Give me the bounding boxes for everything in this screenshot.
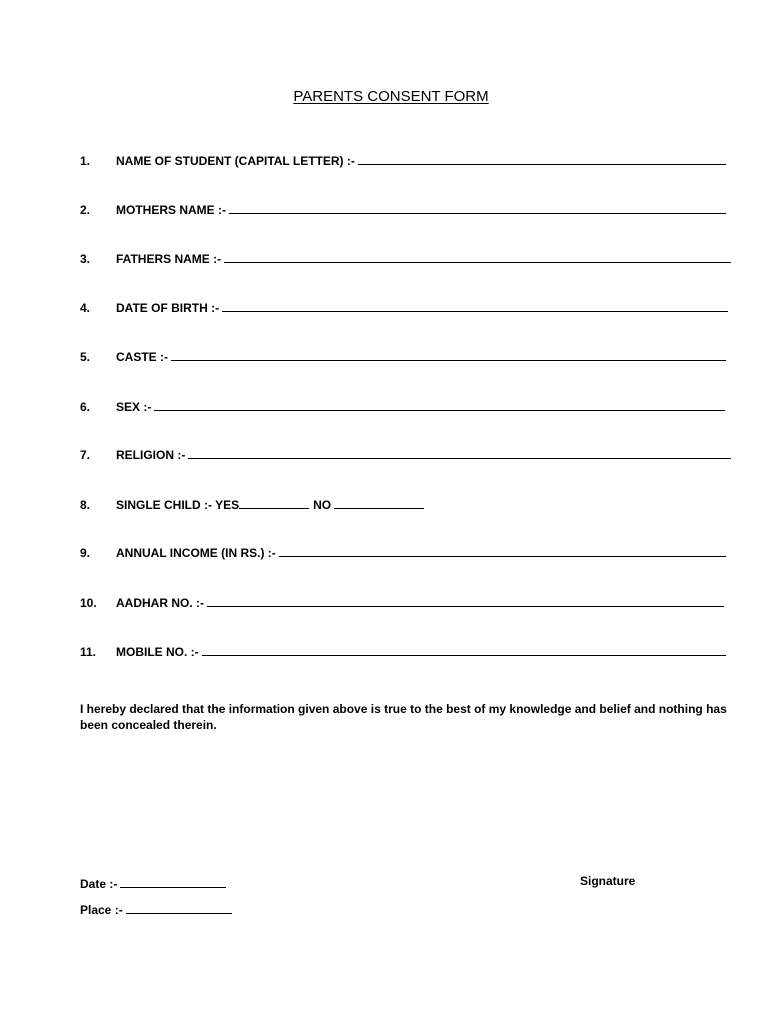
field-religion: [80, 444, 731, 462]
field-sex: [80, 396, 725, 414]
field-label: CASTE :-: [116, 350, 168, 364]
place-label: Place :-: [80, 903, 123, 917]
place-row: [80, 899, 232, 917]
blank-line-date[interactable]: [120, 887, 226, 888]
field-label: MOBILE NO. :-: [116, 645, 199, 659]
field-date-of-birth: [80, 297, 728, 315]
field-label: ANNUAL INCOME (IN RS.) :-: [116, 546, 276, 560]
field-label: MOTHERS NAME :-: [116, 203, 226, 217]
no-label: NO: [313, 498, 332, 512]
field-number: 2.: [80, 203, 91, 217]
field-number: 6.: [80, 400, 91, 414]
field-number: 4.: [80, 301, 91, 315]
field-number: 5.: [80, 350, 91, 364]
field-number: 11.: [80, 645, 97, 659]
date-row: [80, 873, 226, 891]
blank-line-fathers-name[interactable]: [224, 262, 731, 263]
field-number: 8.: [80, 498, 91, 512]
blank-line-date-of-birth[interactable]: [222, 311, 728, 312]
field-number: 7.: [80, 448, 91, 462]
field-label: RELIGION :-: [116, 448, 186, 462]
field-label: SINGLE CHILD :- YES: [116, 498, 240, 512]
form-title: PARENTS CONSENT FORM: [293, 88, 489, 105]
blank-line-place[interactable]: [126, 913, 232, 914]
field-number: 1.: [80, 154, 91, 168]
field-fathers-name: [80, 248, 731, 266]
field-number: 3.: [80, 252, 91, 266]
field-label: SEX :-: [116, 400, 152, 414]
date-label: Date :-: [80, 877, 118, 891]
blank-line-caste[interactable]: [171, 360, 726, 361]
blank-line-yes[interactable]: [239, 508, 309, 509]
field-number: 9.: [80, 546, 91, 560]
blank-line-student-name[interactable]: [358, 164, 726, 165]
declaration-text: I hereby declared that the information given above is true to the best of my knowledge and belief and nothing has been concealed therein.: [80, 702, 727, 732]
field-student-name: [80, 150, 726, 168]
blank-line-sex[interactable]: [154, 410, 725, 411]
blank-line-no[interactable]: [334, 508, 424, 509]
field-mothers-name: [80, 199, 726, 217]
blank-line-annual-income[interactable]: [279, 556, 726, 557]
field-label: AADHAR NO. :-: [116, 596, 204, 610]
field-mobile-no: [80, 641, 726, 659]
blank-line-aadhar-no[interactable]: [207, 606, 724, 607]
field-caste: [80, 346, 726, 364]
field-label: FATHERS NAME :-: [116, 252, 222, 266]
field-label: NAME OF STUDENT (CAPITAL LETTER) :-: [116, 154, 355, 168]
field-annual-income: [80, 542, 726, 560]
field-aadhar-no: [80, 592, 724, 610]
field-number: 10.: [80, 596, 97, 610]
field-single-child: [80, 494, 424, 512]
blank-line-religion[interactable]: [188, 458, 731, 459]
signature-label: Signature: [580, 874, 636, 888]
blank-line-mobile-no[interactable]: [202, 655, 726, 656]
field-label: DATE OF BIRTH :-: [116, 301, 220, 315]
blank-line-mothers-name[interactable]: [229, 213, 726, 214]
